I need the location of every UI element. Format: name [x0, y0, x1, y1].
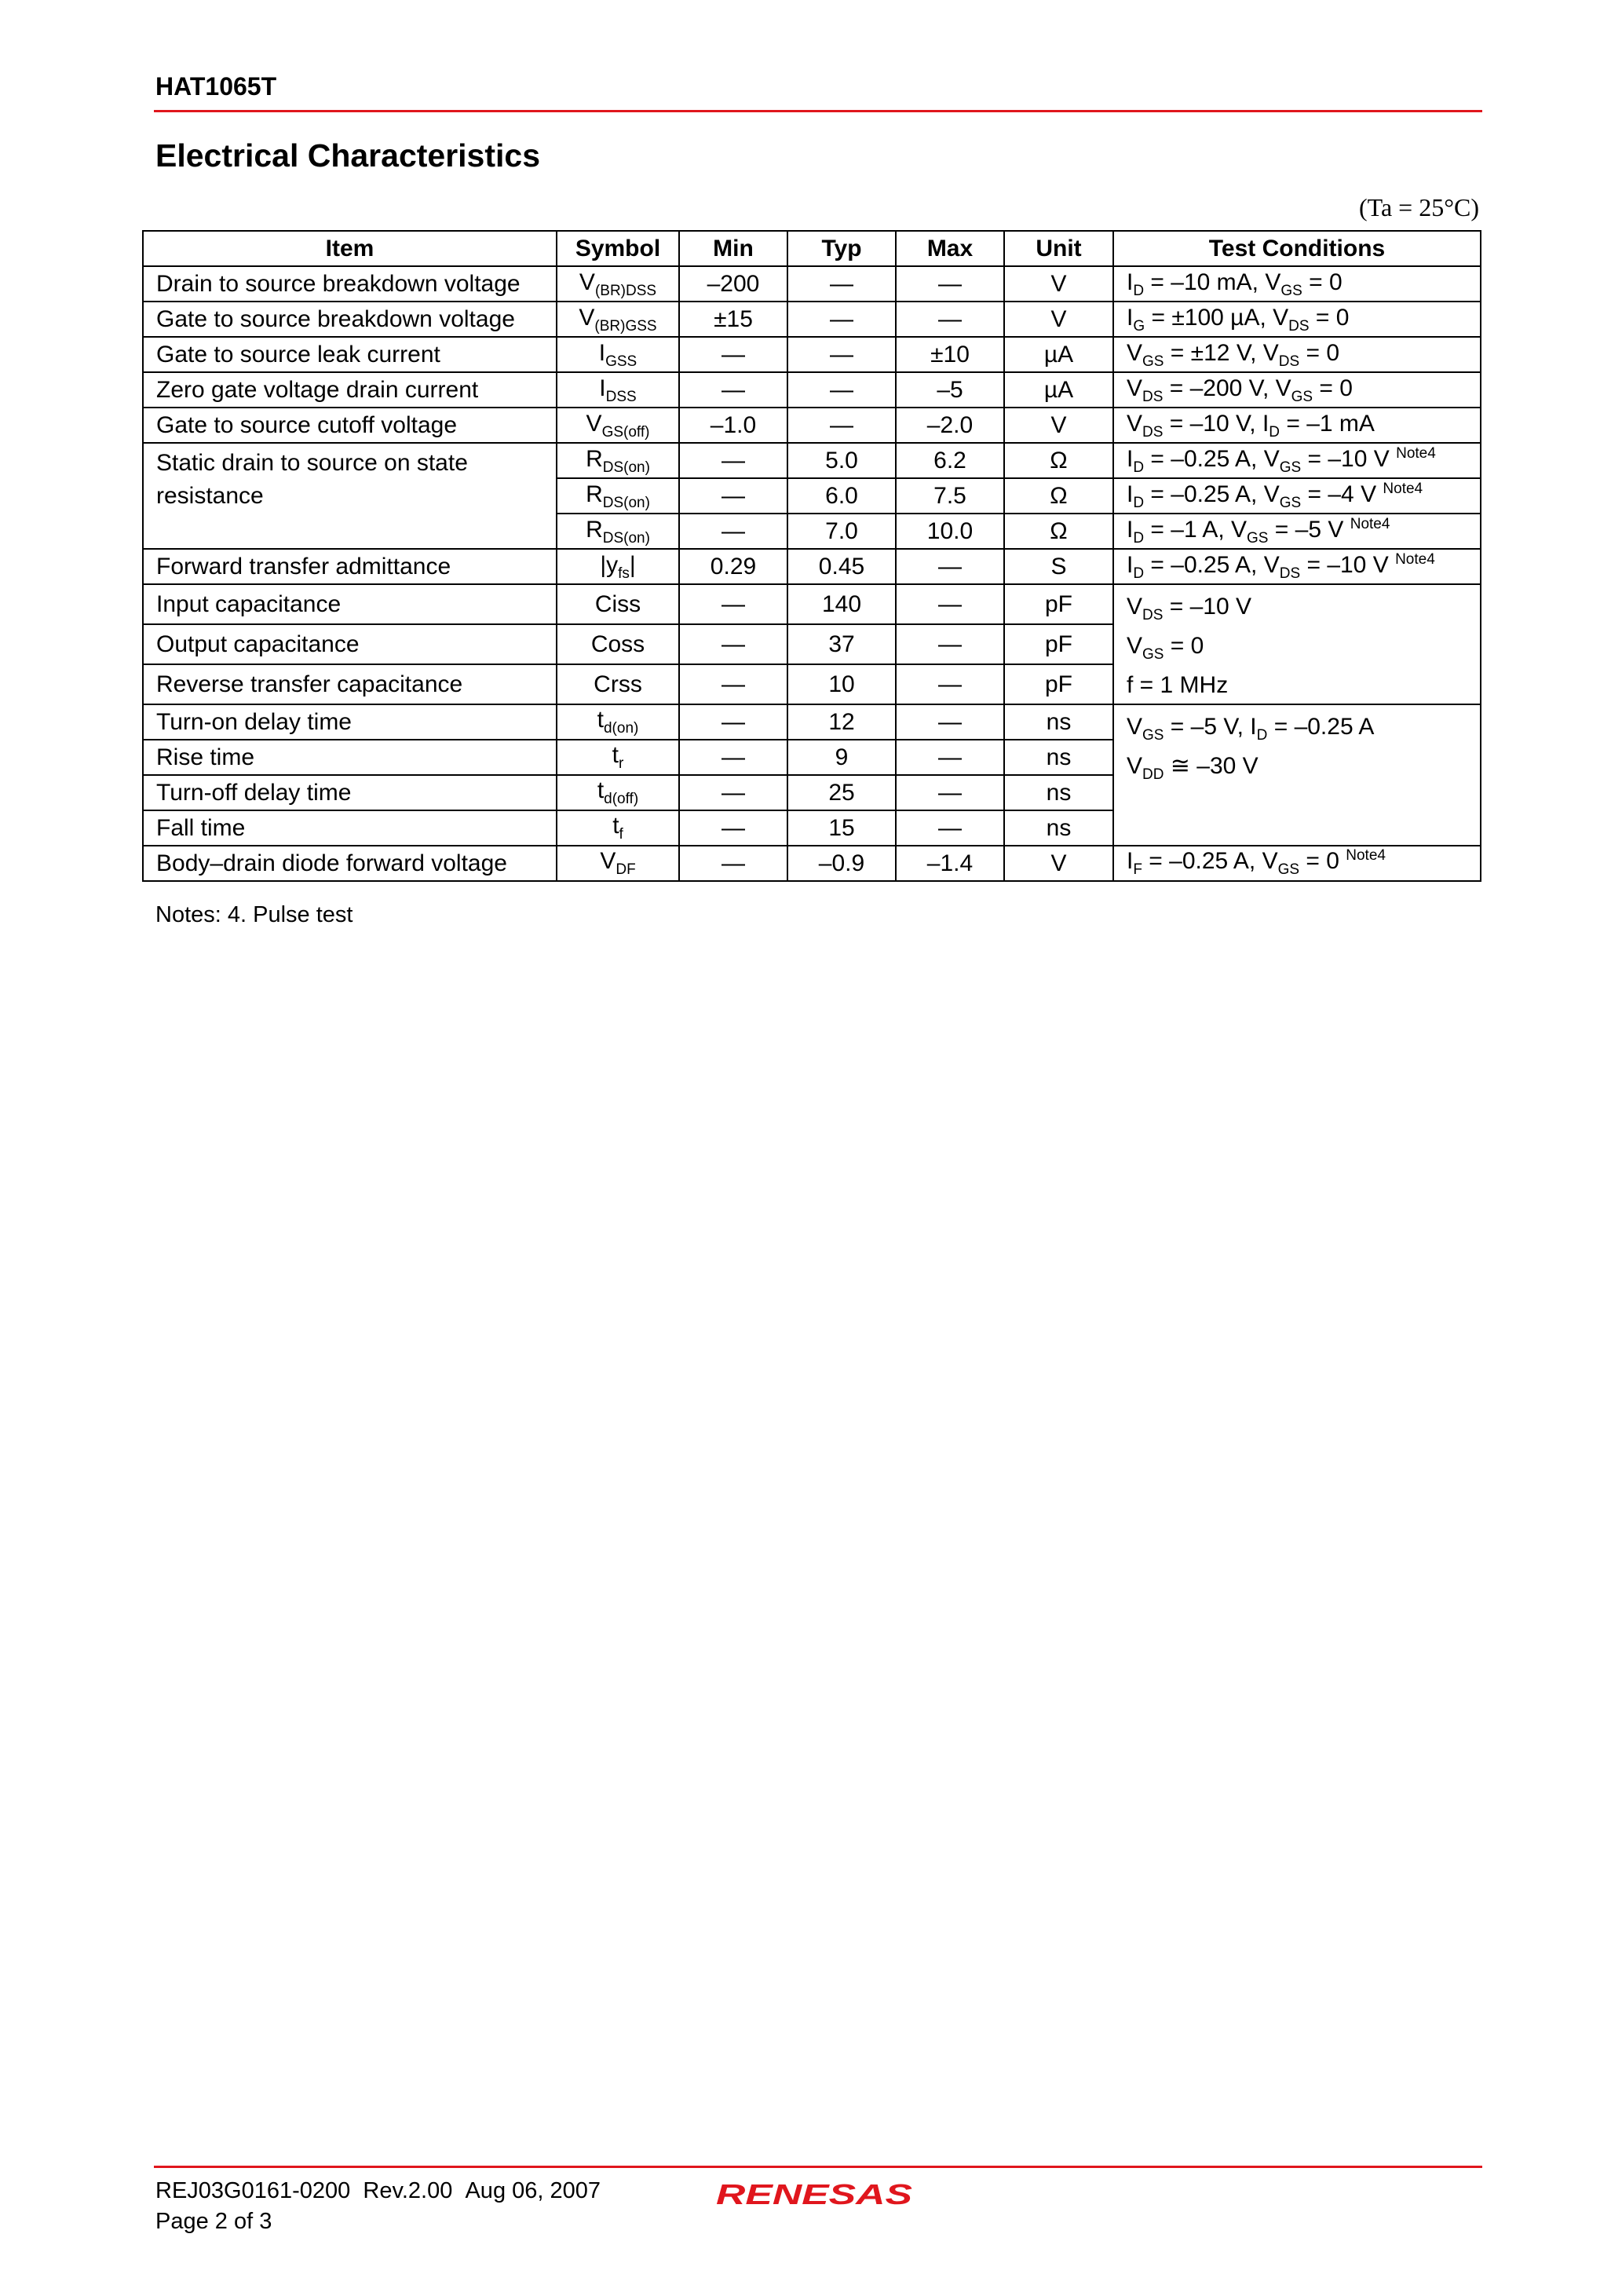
cell-unit: V — [1004, 302, 1113, 337]
symbol-subscript: DS(on) — [602, 459, 650, 476]
cell-typ: 37 — [787, 624, 896, 664]
cell-conditions: $I_F = -0.25$ A, $V_{GS} = 0$ $^{Note4}$ — [1113, 846, 1481, 881]
cell-unit: ns — [1004, 775, 1113, 810]
symbol-base: I — [598, 339, 606, 366]
cell-unit: ns — [1004, 810, 1113, 846]
header-symbol: Symbol — [557, 231, 679, 266]
symbol-base: R — [586, 445, 603, 472]
page-number: Page 2 of 3 — [155, 2209, 272, 2234]
cell-symbol — [557, 337, 679, 372]
symbol-subscript: DS(on) — [602, 494, 650, 511]
table-row — [143, 584, 1481, 624]
cell-symbol — [557, 266, 679, 302]
cell-unit: pF — [1004, 584, 1113, 624]
cell-max: 6.2 — [896, 443, 1004, 478]
cell-typ: 12 — [787, 704, 896, 740]
cell-max: –5 — [896, 372, 1004, 408]
cell-min: — — [679, 740, 787, 775]
symbol-subscript: r — [619, 755, 624, 773]
cell-min: — — [679, 337, 787, 372]
symbol-base: V — [579, 304, 595, 331]
cell-item: Gate to source cutoff voltage — [143, 408, 557, 443]
cell-max: 7.5 — [896, 478, 1004, 514]
cell-typ: 25 — [787, 775, 896, 810]
cell-typ: 0.45 — [787, 549, 896, 584]
cell-symbol — [557, 549, 679, 584]
cell-typ: 10 — [787, 664, 896, 704]
condition-line: $V_{GS} = 0$ — [1127, 632, 1204, 663]
notes: Notes: 4. Pulse test — [155, 902, 353, 927]
cell-item: Reverse transfer capacitance — [143, 664, 557, 704]
doc-number: REJ03G0161-0200 — [155, 2178, 351, 2203]
cell-max: — — [896, 624, 1004, 664]
cell-item: Drain to source breakdown voltage — [143, 266, 557, 302]
symbol-base: R — [586, 481, 603, 507]
cell-max: — — [896, 664, 1004, 704]
cell-unit: V — [1004, 408, 1113, 443]
cell-conditions: $I_D = -0.25$ A, $V_{GS} = -4$ V $^{Note4}$ — [1113, 478, 1481, 514]
symbol-subscript: fs — [618, 565, 630, 582]
symbol-base: I — [599, 375, 606, 401]
cell-typ: — — [787, 408, 896, 443]
cell-max: –2.0 — [896, 408, 1004, 443]
cell-typ: — — [787, 266, 896, 302]
revision: Rev.2.00 — [363, 2178, 453, 2203]
cell-symbol — [557, 302, 679, 337]
symbol-suffix: | — [629, 551, 636, 578]
condition-line: $V_{DS} = -10$ V — [1127, 594, 1252, 623]
cell-max: ±10 — [896, 337, 1004, 372]
cell-conditions: $I_D = -10$ mA, $V_{GS} = 0$ — [1113, 266, 1481, 302]
symbol-subscript: (BR)GSS — [594, 317, 657, 335]
cell-symbol — [557, 443, 679, 478]
symbol-base: Coss — [590, 631, 645, 657]
cell-max: — — [896, 266, 1004, 302]
cell-min: ±15 — [679, 302, 787, 337]
cell-max: — — [896, 704, 1004, 740]
cell-conditions: $I_D = -0.25$ A, $V_{GS} = -10$ V $^{Note4}$ — [1113, 443, 1481, 478]
cell-conditions: $V_{DS} = -200$ V, $V_{GS} = 0$ — [1113, 372, 1481, 408]
condition-line: $V_{GS} = -5$ V, $I_D = -0.25$ A — [1127, 713, 1375, 744]
table-row — [143, 408, 1481, 443]
cell-typ: 5.0 — [787, 443, 896, 478]
symbol-subscript: (BR)DSS — [594, 282, 657, 299]
condition-line: $V_{DD}$ ≅ –30 V — [1127, 752, 1259, 783]
cell-typ: 15 — [787, 810, 896, 846]
renesas-logo — [716, 2178, 914, 2210]
cell-min: — — [679, 584, 787, 624]
symbol-subscript: GS(off) — [601, 423, 650, 441]
cell-max: — — [896, 302, 1004, 337]
cell-item: Static drain to source on state resistance — [143, 443, 557, 549]
table-row — [143, 549, 1481, 584]
cell-unit: V — [1004, 266, 1113, 302]
header-rule — [154, 110, 1482, 112]
cell-conditions: $I_G = \pm 100$ µA, $V_{DS} = 0$ — [1113, 302, 1481, 337]
footer-doc-info — [155, 2180, 601, 2203]
cell-unit: µA — [1004, 337, 1113, 372]
cell-item: Input capacitance — [143, 584, 557, 624]
section-title: Electrical Characteristics — [155, 137, 540, 174]
cell-min: — — [679, 846, 787, 881]
header-typ: Typ — [787, 231, 896, 266]
symbol-base: V — [600, 848, 616, 875]
cell-max: — — [896, 584, 1004, 624]
cell-item: Turn-on delay time — [143, 704, 557, 740]
renesas-logo-text: RENESAS — [716, 2178, 912, 2210]
table-row — [143, 302, 1481, 337]
symbol-base: t — [612, 813, 619, 839]
header-max: Max — [896, 231, 1004, 266]
table-row — [143, 846, 1481, 881]
cell-symbol — [557, 408, 679, 443]
cell-max: — — [896, 740, 1004, 775]
header-min: Min — [679, 231, 787, 266]
cell-symbol — [557, 584, 679, 624]
condition-line: f = 1 MHz — [1127, 671, 1229, 698]
symbol-base: V — [579, 269, 595, 295]
cell-symbol — [557, 664, 679, 704]
cell-symbol — [557, 810, 679, 846]
cell-min: — — [679, 624, 787, 664]
symbol-base: t — [597, 777, 605, 804]
cell-min: 0.29 — [679, 549, 787, 584]
cell-item: Rise time — [143, 740, 557, 775]
symbol-subscript: f — [619, 826, 623, 843]
cell-conditions: $I_D = -1$ A, $V_{GS} = -5$ V $^{Note4}$ — [1113, 514, 1481, 549]
cell-symbol — [557, 775, 679, 810]
cell-max: — — [896, 775, 1004, 810]
cell-max: — — [896, 549, 1004, 584]
cell-unit: S — [1004, 549, 1113, 584]
cell-symbol — [557, 846, 679, 881]
cell-symbol — [557, 514, 679, 549]
cell-min: — — [679, 775, 787, 810]
cell-item: Zero gate voltage drain current — [143, 372, 557, 408]
cell-min: — — [679, 664, 787, 704]
cell-symbol — [557, 478, 679, 514]
cell-conditions: $V_{DS} = -10$ V, $I_D = -1$ mA — [1113, 408, 1481, 443]
cell-typ: 7.0 — [787, 514, 896, 549]
cell-unit: Ω — [1004, 514, 1113, 549]
cell-item: Gate to source breakdown voltage — [143, 302, 557, 337]
cell-min: — — [679, 514, 787, 549]
cell-typ: 6.0 — [787, 478, 896, 514]
cell-symbol — [557, 372, 679, 408]
table-row — [143, 443, 1481, 478]
cell-unit: ns — [1004, 704, 1113, 740]
table-row — [143, 266, 1481, 302]
symbol-subscript: d(on) — [603, 720, 639, 737]
cell-conditions: $V_{GS} = \pm 12$ V, $V_{DS} = 0$ — [1113, 337, 1481, 372]
cell-min: –200 — [679, 266, 787, 302]
cell-min: — — [679, 372, 787, 408]
cell-unit: pF — [1004, 664, 1113, 704]
cell-max: — — [896, 810, 1004, 846]
table-row — [143, 704, 1481, 740]
date: Aug 06, 2007 — [465, 2178, 601, 2203]
cell-max: –1.4 — [896, 846, 1004, 881]
table-body — [143, 266, 1481, 881]
cell-item: Turn-off delay time — [143, 775, 557, 810]
symbol-subscript: DSS — [605, 388, 637, 405]
cell-item: Forward transfer admittance — [143, 549, 557, 584]
cell-symbol — [557, 624, 679, 664]
symbol-subscript: DF — [616, 861, 636, 879]
symbol-subscript: GSS — [605, 353, 637, 370]
header-test-conditions: Test Conditions — [1113, 231, 1481, 266]
cell-min: — — [679, 478, 787, 514]
cell-unit: V — [1004, 846, 1113, 881]
symbol-base: Ciss — [594, 590, 641, 617]
cell-max: 10.0 — [896, 514, 1004, 549]
symbol-subscript: d(off) — [604, 791, 639, 808]
cell-unit: Ω — [1004, 478, 1113, 514]
table-row — [143, 337, 1481, 372]
footer-rule — [154, 2166, 1482, 2168]
header-unit: Unit — [1004, 231, 1113, 266]
cell-unit: Ω — [1004, 443, 1113, 478]
part-number: HAT1065T — [155, 72, 277, 101]
table-header-row — [143, 231, 1481, 266]
cell-min: — — [679, 810, 787, 846]
header-item: Item — [143, 231, 557, 266]
symbol-subscript: DS(on) — [602, 529, 650, 547]
cell-min: –1.0 — [679, 408, 787, 443]
cell-item: Fall time — [143, 810, 557, 846]
cell-item: Body–drain diode forward voltage — [143, 846, 557, 881]
symbol-base: R — [586, 516, 603, 543]
cell-item: Gate to source leak current — [143, 337, 557, 372]
cell-unit: ns — [1004, 740, 1113, 775]
cell-typ: –0.9 — [787, 846, 896, 881]
symbol-base: t — [612, 742, 619, 769]
cell-typ: — — [787, 302, 896, 337]
symbol-base: V — [586, 410, 602, 437]
symbol-base: |y — [600, 551, 619, 578]
cell-typ: 140 — [787, 584, 896, 624]
cell-conditions-switching — [1113, 704, 1481, 846]
cell-symbol — [557, 740, 679, 775]
table-row — [143, 372, 1481, 408]
cell-symbol — [557, 704, 679, 740]
cell-typ: 9 — [787, 740, 896, 775]
ambient-temperature-note: (Ta = 25°C) — [1358, 193, 1479, 221]
cell-conditions: $I_D = -0.25$ A, $V_{DS} = -10$ V $^{Note4}$ — [1113, 549, 1481, 584]
cell-min: — — [679, 443, 787, 478]
symbol-base: t — [597, 707, 604, 733]
cell-min: — — [679, 704, 787, 740]
electrical-characteristics-table — [142, 230, 1481, 882]
cell-unit: µA — [1004, 372, 1113, 408]
cell-typ: — — [787, 372, 896, 408]
cell-item: Output capacitance — [143, 624, 557, 664]
cell-conditions-capacitance — [1113, 584, 1481, 704]
cell-typ: — — [787, 337, 896, 372]
symbol-base: Crss — [594, 671, 642, 697]
cell-unit: pF — [1004, 624, 1113, 664]
